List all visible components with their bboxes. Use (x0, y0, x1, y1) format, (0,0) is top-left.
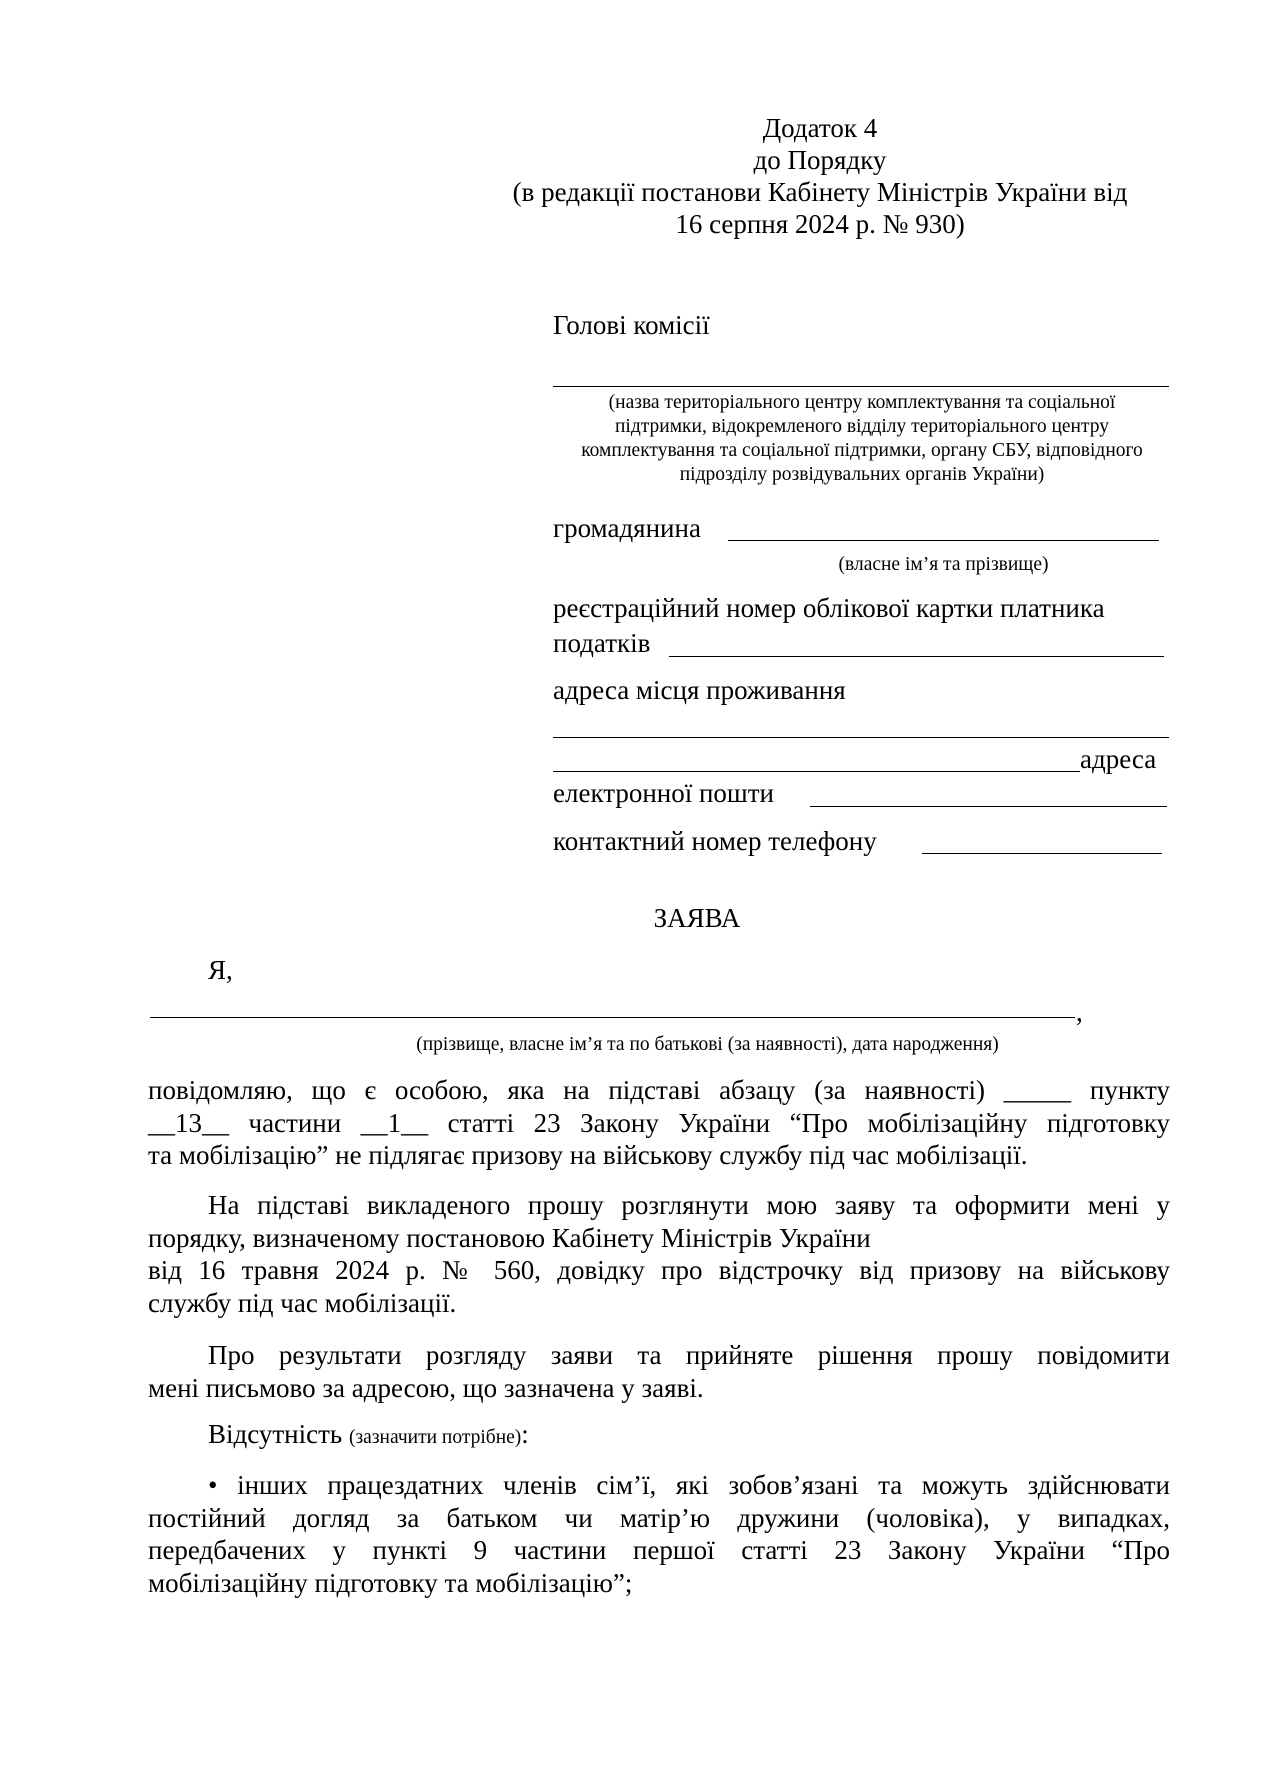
tax-number-label-line1: реєстраційний номер облікової картки платника (553, 593, 1105, 623)
absence-colon: : (521, 1419, 529, 1449)
paragraph-request (148, 1189, 1170, 1319)
paragraph-declaration (148, 1074, 1170, 1172)
request-line: від 16 травня 2024 р. № 560, довідку про відстрочку від призову на військову (148, 1255, 1170, 1285)
tax-number-label-line2: податків (553, 628, 651, 658)
address-field-line2[interactable] (553, 771, 1080, 772)
absence-heading (148, 1418, 1170, 1455)
declaration-line: та мобілізацію” не підлягає призову на військову службу під час мобілізації. (148, 1140, 1028, 1170)
bullet-icon: • (208, 1470, 218, 1500)
caption-line: (назва територіального центру комплектування та соціальної (608, 392, 1116, 413)
citizen-label: громадянина (553, 513, 701, 543)
appendix-resolution-date: 16 серпня 2024 р. № 930) (675, 209, 965, 239)
applicant-intro: Я, (208, 955, 233, 985)
declaration-line: повідомляю, що є особою, яка на підставі абзацу (за наявності) _____ пункту (148, 1075, 1170, 1105)
appendix-number: Додаток 4 (762, 113, 878, 143)
appendix-header (470, 112, 1170, 240)
tax-number-field[interactable] (669, 656, 1164, 657)
caption-line: комплектування та соціальної підтримки, органу СБУ, відповідного (581, 440, 1143, 461)
applicant-name-field[interactable] (150, 1017, 1075, 1018)
applicant-trailing-comma: , (1076, 997, 1083, 1027)
phone-field[interactable] (922, 853, 1162, 854)
absence-hint: (зазначити потрібне) (348, 1427, 522, 1448)
declaration-line: __13__ частини __1__ статті 23 Закону України “Про мобілізаційну підготовку (148, 1107, 1170, 1138)
caption-line: підрозділу розвідувальних органів України) (679, 464, 1045, 485)
appendix-reference: до Порядку (753, 145, 887, 175)
center-name-field[interactable] (553, 386, 1169, 387)
absence-option-family-care[interactable] (148, 1469, 1170, 1599)
request-line: На підставі викладеного прошу розглянути мою заяву та оформити мені у (208, 1190, 1170, 1220)
notification-line: мені письмово за адресою, що зазначена у заяві. (148, 1372, 704, 1403)
citizen-name-caption: (власне ім’я та прізвище) (838, 554, 1049, 575)
request-line: службу під час мобілізації. (148, 1287, 457, 1318)
email-field[interactable] (810, 806, 1167, 807)
address-label: адреса місця проживання (553, 675, 846, 705)
option-line: постійний догляд за батьком чи матір’ю дружини (чоловіка), у випадках, (148, 1502, 1170, 1533)
document-title: ЗАЯВА (653, 903, 741, 933)
option-line (148, 1469, 1170, 1502)
notification-line: Про результати розгляду заяви та прийняте рішення прошу повідомити (208, 1340, 1170, 1370)
option-line: мобілізаційну підготовку та мобілізацію”; (148, 1567, 633, 1598)
citizen-name-field[interactable] (728, 540, 1159, 541)
absence-line (148, 1418, 1170, 1455)
phone-label: контактний номер телефону (553, 826, 877, 856)
paragraph-notification (148, 1339, 1170, 1404)
option-line: передбачених у пункті 9 частини першої статті 23 Закону України “Про (148, 1535, 1170, 1565)
caption-line: підтримки, відокремленого відділу територіального центру (614, 416, 1110, 437)
address-field-line1[interactable] (553, 737, 1169, 738)
addressee-label: Голові комісії (553, 310, 710, 340)
email-label-part2: електронної пошти (553, 778, 774, 808)
appendix-resolution: (в редакції постанови Кабінету Міністрів України від (512, 177, 1128, 207)
option-text: інших працездатних членів сім’ї, які зобов’язані та можуть здійснювати (237, 1470, 1170, 1500)
center-name-caption (553, 391, 1171, 487)
email-label-part1: адреса (1080, 744, 1157, 774)
absence-label: Відсутність (208, 1419, 343, 1449)
request-line: порядку, визначеному постановою Кабінету Міністрів України (148, 1222, 871, 1253)
applicant-name-caption: (прізвище, власне ім’я та по батькові (за наявності), дата народження) (416, 1034, 999, 1055)
